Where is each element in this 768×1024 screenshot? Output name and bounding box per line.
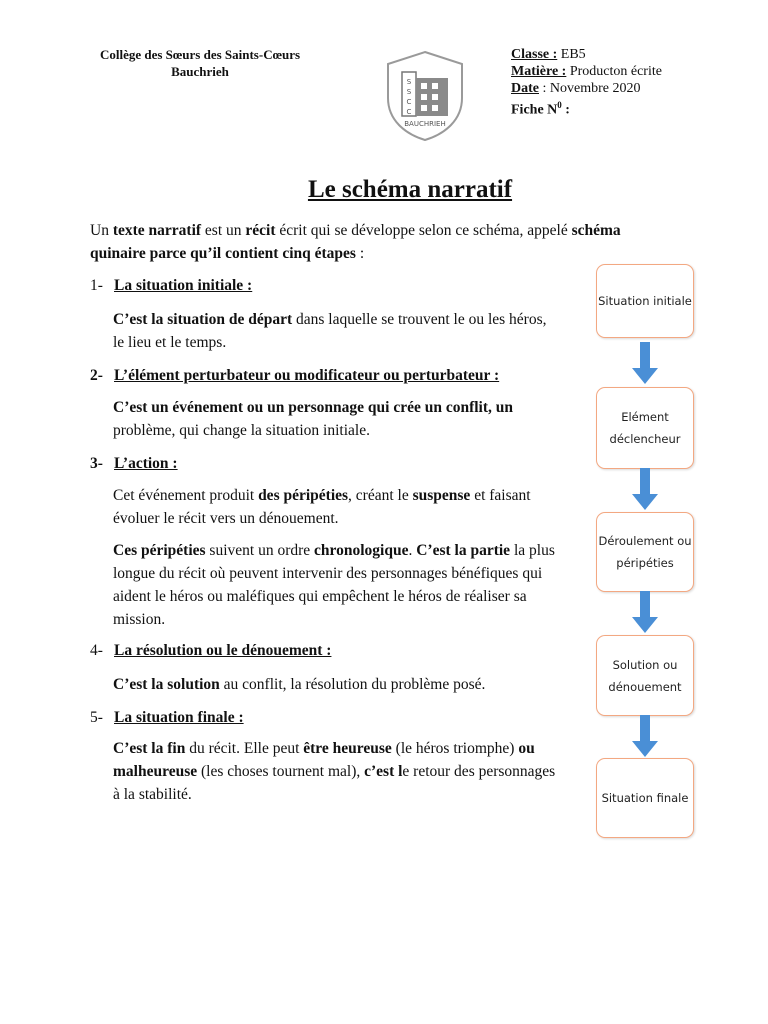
section-heading-4: 4- La résolution ou le dénouement : <box>90 642 332 659</box>
flow-arrow-1 <box>632 342 658 384</box>
school-logo <box>385 50 465 142</box>
meta-fiche: Fiche $N^0$ : <box>511 100 570 118</box>
flow-box-element-declencheur: Elément déclencheur <box>596 387 694 469</box>
school-name <box>80 46 320 80</box>
flow-arrow-2 <box>632 468 658 510</box>
school-name-line1: Collège des Sœurs des Saints-Cœurs <box>99 47 301 62</box>
school-name-line2: Bauchrieh <box>171 64 229 79</box>
section-heading-5: 5- La situation finale : <box>90 709 244 726</box>
logo-letter-3: C <box>406 98 412 106</box>
logo-letter-1: S <box>406 78 412 86</box>
flow-arrow-3 <box>632 591 658 633</box>
section-1-text: C’est la situation de départ dans laquelle se trouvent le ou les héros, le lieu et le temps. <box>113 311 547 351</box>
section-heading-1: 1- La situation initiale : <box>90 277 253 294</box>
logo-text: BAUCHRIEH <box>404 120 446 128</box>
section-heading-3: 3- L’action : <box>90 455 178 472</box>
section-heading-2: 2- L’élément perturbateur ou modificateur ou perturbateur : <box>90 367 500 384</box>
logo-letter-2: S <box>406 88 412 96</box>
section-4-text: C’est la solution au conflit, la résolution du problème posé. <box>113 676 486 693</box>
flow-box-situation-finale: Situation finale <box>596 758 694 838</box>
intro-paragraph: Un texte narratif est un récit écrit qui se développe selon ce schéma, appelé schéma quinaire parce qu’il contient cinq étapes : <box>90 222 621 262</box>
flow-box-situation-initiale: Situation initiale <box>596 264 694 338</box>
meta-date: Date : Novembre 2020 <box>511 81 641 96</box>
section-2-text: C’est un événement ou un personnage qui crée un conflit, un problème, qui change la situation initiale. <box>113 399 514 439</box>
flow-box-deroulement: Déroulement ou péripéties <box>596 512 694 592</box>
section-5-text: C’est la fin du récit. Elle peut être heureuse (le héros triomphe) ou malheureuse (les choses tournent mal), c’est le retour des personnages à la stabilité. <box>113 740 556 803</box>
page-title: Le schéma narratif <box>307 176 513 203</box>
meta-matiere: Matière : Producton écrite <box>511 64 662 79</box>
flow-box-solution: Solution ou dénouement <box>596 635 694 716</box>
logo-letter-4: C <box>406 108 412 116</box>
section-3-text-b: Ces péripéties suivent un ordre chronologique. C’est la partie la plus longue du récit où peuvent intervenir des personnages bénéfiques qui aident le héros ou maléfiques qui empêchent le héros de réaliser sa mission. <box>113 542 555 628</box>
document-meta <box>511 46 662 119</box>
section-3-text-a: Cet événement produit des péripéties, créant le suspense et faisant évoluer le récit vers un dénouement. <box>113 487 531 527</box>
meta-classe: Classe : EB5 <box>511 47 586 62</box>
flow-arrow-4 <box>632 715 658 757</box>
